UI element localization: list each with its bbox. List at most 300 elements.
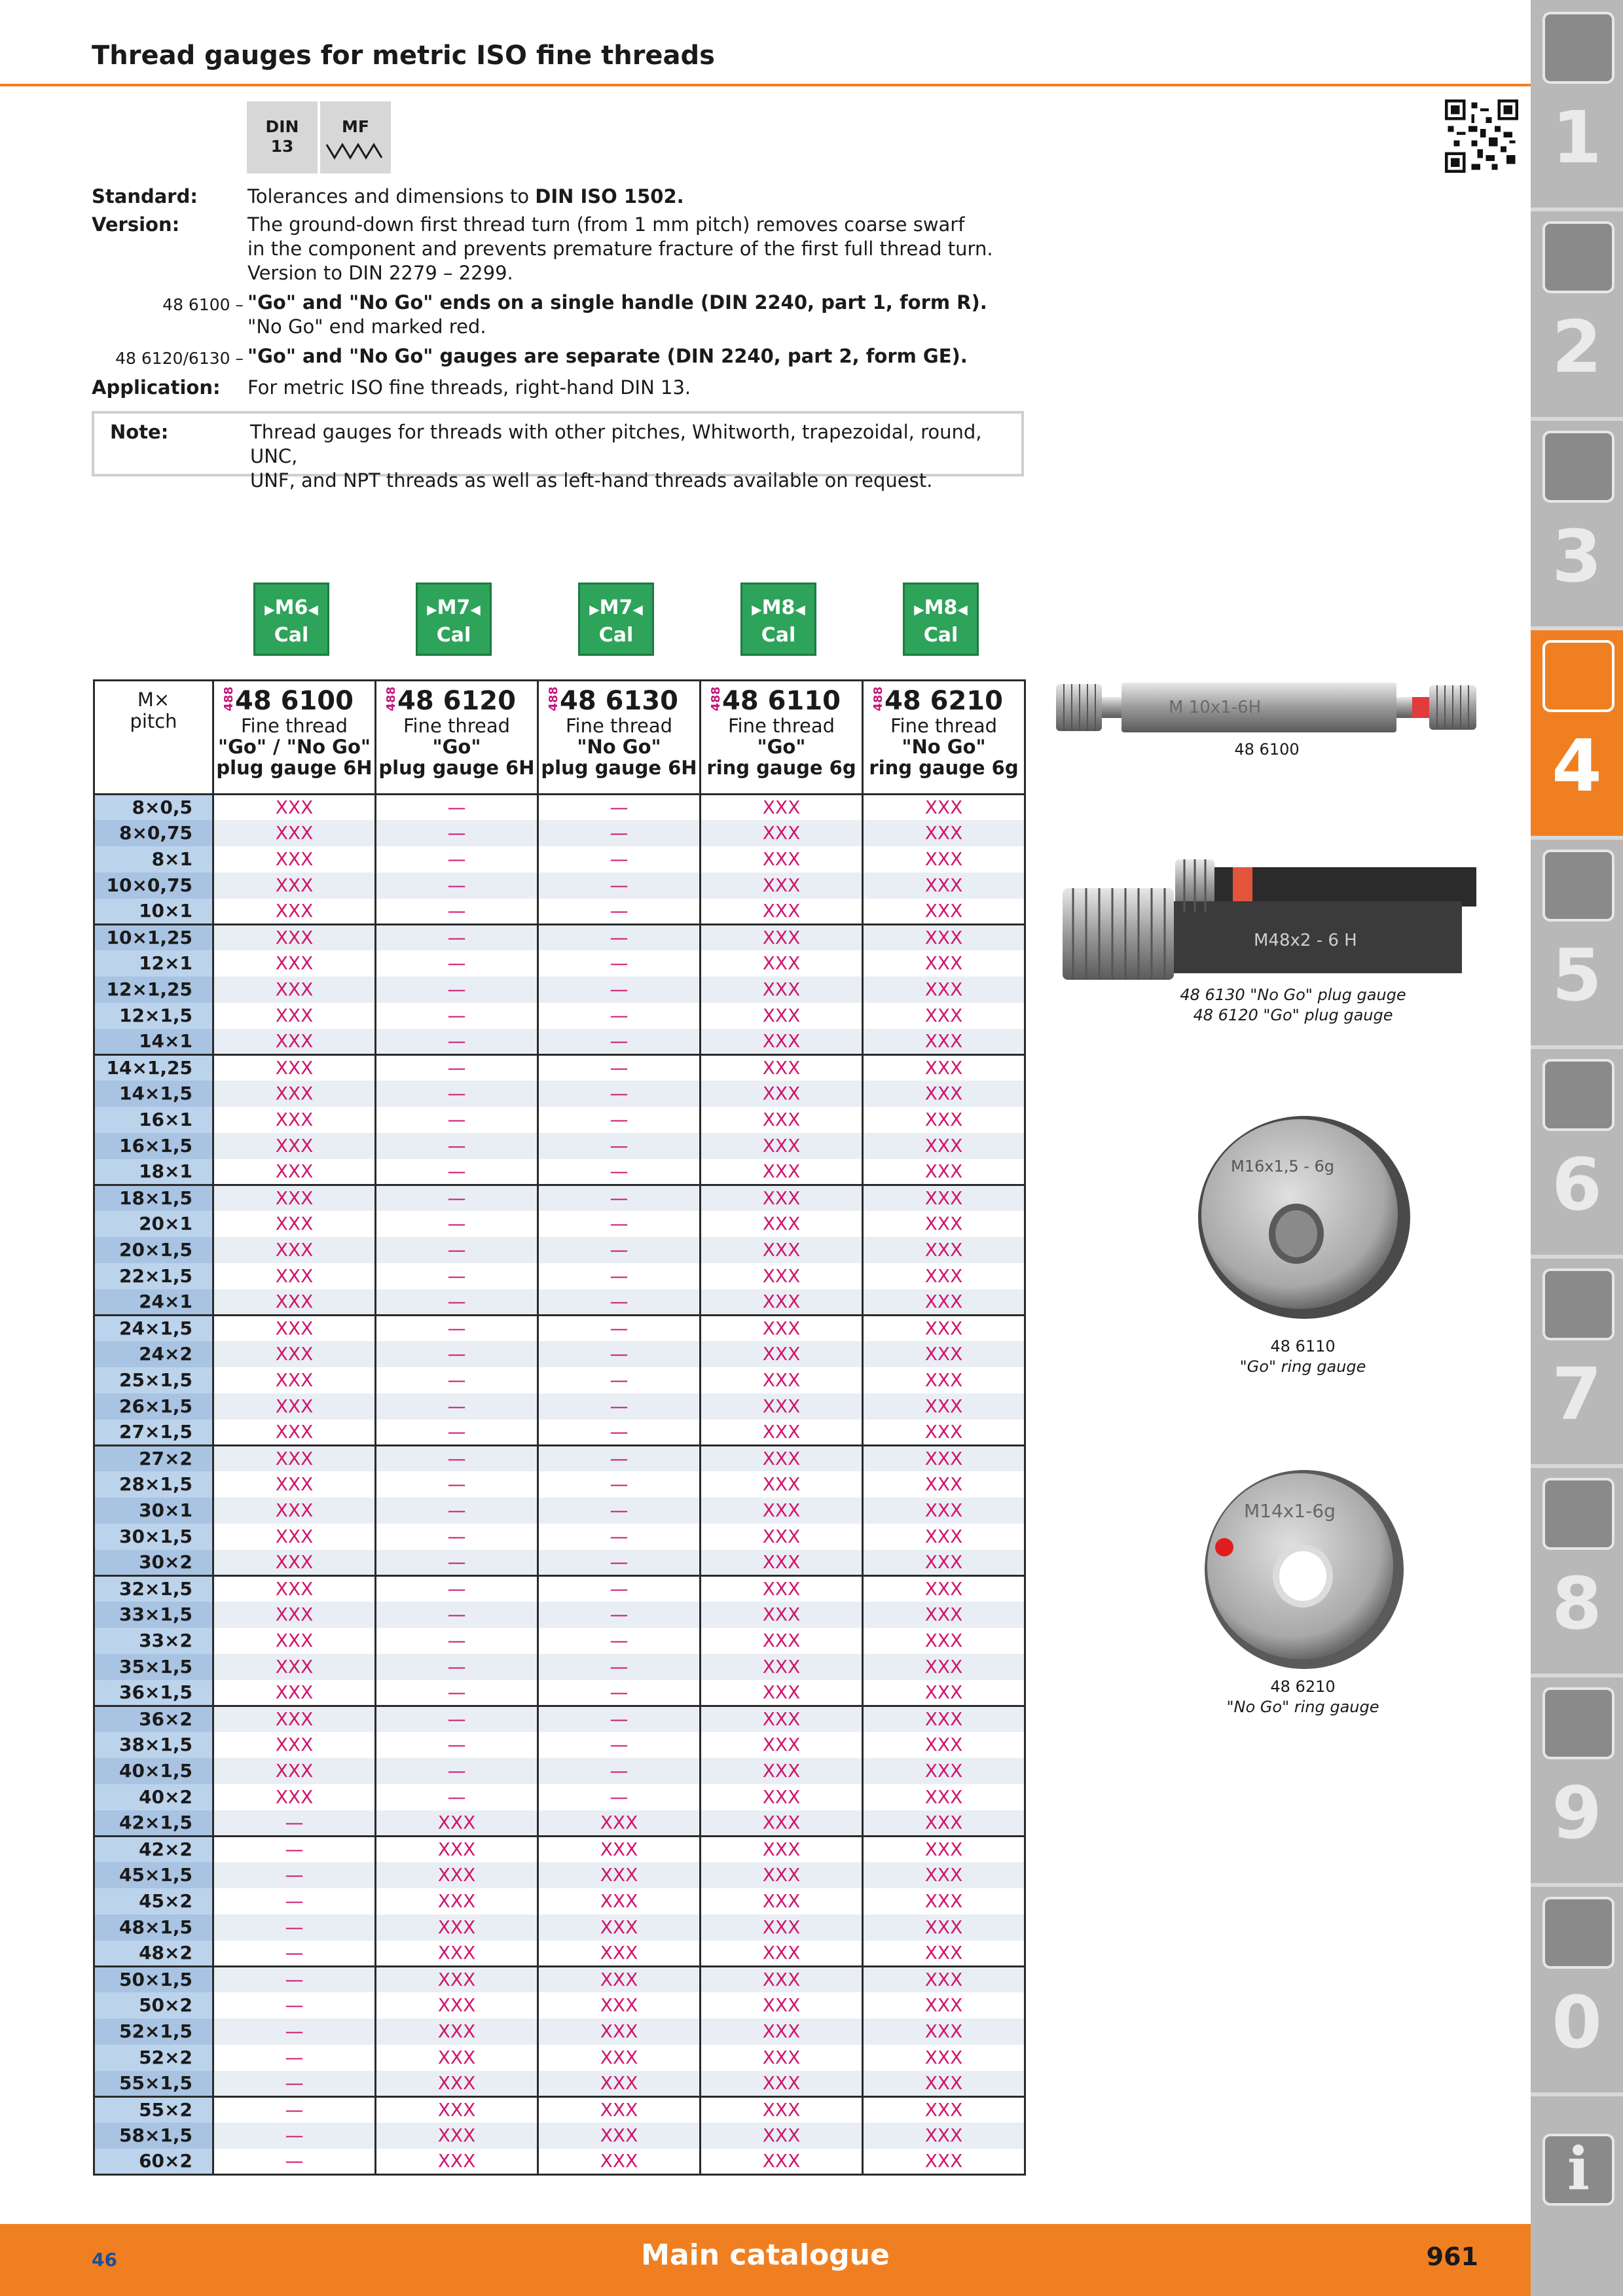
available-cell: XXX	[701, 1550, 863, 1576]
available-cell: XXX	[701, 1941, 863, 1967]
available-cell: XXX	[376, 2018, 538, 2045]
column-desc-line2: "Go"	[432, 736, 481, 758]
image-4-caption-line2: "No Go" ring gauge	[1226, 1698, 1379, 1716]
thread-size-cell: 50×1,5	[94, 1966, 213, 1992]
table-row	[94, 2123, 1025, 2149]
calibration-tag-top: ▶M7◀	[589, 596, 643, 619]
tab-separator	[1531, 2092, 1623, 2096]
table-row	[94, 2018, 1025, 2045]
thread-size-cell: 8×0,75	[94, 820, 213, 846]
not-available-cell: —	[213, 2018, 376, 2045]
not-available-cell: —	[376, 899, 538, 925]
not-available-cell: —	[538, 1680, 701, 1706]
not-available-cell: —	[538, 1159, 701, 1185]
thread-size-cell: 24×1,5	[94, 1315, 213, 1341]
not-available-cell: —	[538, 950, 701, 977]
calibration-tag-bottom: Cal	[923, 624, 958, 647]
table-row	[94, 1289, 1025, 1316]
standard-ref: DIN ISO 1502.	[535, 185, 684, 207]
not-available-cell: —	[376, 872, 538, 899]
available-cell: XXX	[863, 1914, 1025, 1941]
available-cell: XXX	[376, 1810, 538, 1837]
chapter-number: 8	[1552, 1562, 1602, 1645]
available-cell: XXX	[213, 846, 376, 872]
thread-size-cell: 14×1,25	[94, 1054, 213, 1081]
available-cell: XXX	[863, 1420, 1025, 1446]
available-cell: XXX	[213, 1575, 376, 1602]
table-row	[94, 924, 1025, 950]
tab-separator	[1531, 1045, 1623, 1049]
available-cell: XXX	[701, 899, 863, 925]
calibration-tag-top: ▶M8◀	[914, 596, 968, 619]
not-available-cell: —	[538, 1237, 701, 1263]
table-row	[94, 1445, 1025, 1471]
not-available-cell: —	[213, 2071, 376, 2097]
not-available-cell: —	[376, 1237, 538, 1263]
workshop-tools-icon	[1542, 1478, 1614, 1550]
table-row	[94, 1862, 1025, 1888]
available-cell: XXX	[213, 1289, 376, 1316]
not-available-cell: —	[376, 1550, 538, 1576]
available-cell: XXX	[213, 1393, 376, 1420]
available-cell: XXX	[701, 846, 863, 872]
not-available-cell: —	[376, 1680, 538, 1706]
calibration-tag	[416, 583, 492, 656]
available-cell: XXX	[863, 2096, 1025, 2123]
info-icon: i	[1542, 2134, 1614, 2206]
column-header	[376, 681, 538, 795]
column-desc-line3: ring gauge 6g	[706, 757, 856, 779]
available-cell: XXX	[701, 2096, 863, 2123]
available-cell: XXX	[701, 1498, 863, 1524]
din-badge-line1: DIN	[265, 117, 299, 136]
available-cell: XXX	[213, 1367, 376, 1393]
table-row	[94, 977, 1025, 1003]
available-cell: XXX	[863, 795, 1025, 821]
not-available-cell: —	[538, 1654, 701, 1680]
table-row	[94, 872, 1025, 899]
variant-6100-line2: "No Go" end marked red.	[247, 315, 486, 338]
available-cell: XXX	[701, 1732, 863, 1758]
available-cell: XXX	[863, 1393, 1025, 1420]
not-available-cell: —	[376, 1524, 538, 1550]
available-cell: XXX	[863, 1315, 1025, 1341]
available-cell: XXX	[863, 1524, 1025, 1550]
not-available-cell: —	[538, 820, 701, 846]
thread-size-cell: 18×1,5	[94, 1185, 213, 1211]
available-cell: XXX	[863, 846, 1025, 872]
not-available-cell: —	[538, 899, 701, 925]
not-available-cell: —	[538, 1107, 701, 1133]
table-row	[94, 1732, 1025, 1758]
thread-size-cell: 20×1	[94, 1211, 213, 1237]
available-cell: XXX	[701, 950, 863, 977]
table-row	[94, 1393, 1025, 1420]
not-available-cell: —	[376, 1315, 538, 1341]
thread-size-cell: 30×2	[94, 1550, 213, 1576]
available-cell: XXX	[701, 1445, 863, 1471]
table-row	[94, 1941, 1025, 1967]
not-available-cell: —	[376, 820, 538, 846]
available-cell: XXX	[701, 1836, 863, 1862]
available-cell: XXX	[863, 1784, 1025, 1810]
thread-size-cell: 42×2	[94, 1836, 213, 1862]
available-cell: XXX	[701, 1289, 863, 1316]
chapter-number: 0	[1552, 1981, 1602, 2064]
chapter-tab[interactable]	[1531, 1676, 1623, 1885]
thread-size-cell: 26×1,5	[94, 1393, 213, 1420]
thread-size-cell: 16×1	[94, 1107, 213, 1133]
not-available-cell: —	[538, 1185, 701, 1211]
chapter-tab[interactable]	[1531, 209, 1623, 419]
thread-size-cell: 48×2	[94, 1941, 213, 1967]
available-cell: XXX	[701, 1784, 863, 1810]
available-cell: XXX	[213, 1211, 376, 1237]
image-4-caption-line1: 48 6210	[1270, 1677, 1336, 1696]
version-line1: The ground-down first thread turn (from 1 mm pitch) removes coarse swarf	[247, 213, 965, 236]
table-row	[94, 1107, 1025, 1133]
not-available-cell: —	[213, 1836, 376, 1862]
thread-size-cell: 24×2	[94, 1341, 213, 1367]
chapter-tab[interactable]	[1531, 628, 1623, 838]
available-cell: XXX	[863, 1941, 1025, 1967]
available-cell: XXX	[701, 1159, 863, 1185]
thread-size-cell: 12×1,5	[94, 1003, 213, 1029]
not-available-cell: —	[376, 1081, 538, 1107]
table-row	[94, 1836, 1025, 1862]
available-cell: XXX	[213, 1758, 376, 1784]
variant-6120-row	[92, 344, 1034, 373]
tab-separator	[1531, 836, 1623, 840]
available-cell: XXX	[213, 1706, 376, 1732]
available-cell: XXX	[701, 1862, 863, 1888]
note-label: Note:	[110, 421, 169, 443]
available-cell: XXX	[701, 795, 863, 821]
application-row	[92, 376, 1034, 400]
variant-6100-code: 48 6100 –	[162, 295, 244, 314]
not-available-cell: —	[213, 2149, 376, 2175]
calibration-tag	[253, 583, 329, 656]
not-available-cell: —	[376, 1602, 538, 1628]
table-row	[94, 950, 1025, 977]
plug-gauge-1-engraving: M 10x1-6H	[1169, 698, 1262, 717]
available-cell: XXX	[213, 1237, 376, 1263]
available-cell: XXX	[538, 2071, 701, 2097]
available-cell: XXX	[701, 1471, 863, 1498]
available-cell: XXX	[376, 2149, 538, 2175]
not-available-cell: —	[538, 1315, 701, 1341]
thread-size-cell: 52×1,5	[94, 2018, 213, 2045]
available-cell: XXX	[213, 924, 376, 950]
table-row	[94, 1992, 1025, 2018]
tab-separator	[1531, 1674, 1623, 1677]
image-1-caption: 48 6100	[1234, 740, 1300, 759]
article-code: 48 6130	[560, 686, 678, 716]
available-cell: XXX	[213, 1054, 376, 1081]
table-row	[94, 1159, 1025, 1185]
available-cell: XXX	[376, 2045, 538, 2071]
thread-size-cell: 36×2	[94, 1706, 213, 1732]
thread-size-cell: 32×1,5	[94, 1575, 213, 1602]
chapter-tab[interactable]	[1531, 0, 1623, 209]
available-cell: XXX	[538, 1862, 701, 1888]
tab-separator	[1531, 1883, 1623, 1887]
chapter-tab[interactable]	[1531, 1466, 1623, 1676]
available-cell: XXX	[213, 1628, 376, 1654]
available-cell: XXX	[376, 1914, 538, 1941]
qr-code-icon[interactable]	[1445, 99, 1518, 173]
image-3-caption-line2: "Go" ring gauge	[1239, 1357, 1366, 1376]
page-reference: 488	[384, 687, 398, 711]
available-cell: XXX	[863, 1029, 1025, 1055]
column-desc-line2: "No Go"	[902, 736, 986, 758]
chapter-tab[interactable]	[1531, 1257, 1623, 1466]
available-cell: XXX	[213, 1185, 376, 1211]
variant-6120-code: 48 6120/6130 –	[115, 349, 244, 368]
image-2-caption-line2: 48 6120 "Go" plug gauge	[1193, 1006, 1393, 1024]
table-row	[94, 1315, 1025, 1341]
not-available-cell: —	[538, 1211, 701, 1237]
thread-size-cell: 35×1,5	[94, 1654, 213, 1680]
not-available-cell: —	[376, 1654, 538, 1680]
table-row	[94, 1003, 1025, 1029]
not-available-cell: —	[538, 1420, 701, 1446]
table-row	[94, 1211, 1025, 1237]
version-line3: Version to DIN 2279 – 2299.	[247, 262, 513, 284]
table-row	[94, 1654, 1025, 1680]
table-row	[94, 846, 1025, 872]
table-row	[94, 1784, 1025, 1810]
available-cell: XXX	[701, 2123, 863, 2149]
table-row	[94, 1420, 1025, 1446]
not-available-cell: —	[538, 1003, 701, 1029]
table-row	[94, 1367, 1025, 1393]
tab-separator	[1531, 1464, 1623, 1468]
available-cell: XXX	[863, 1211, 1025, 1237]
available-cell: XXX	[863, 1367, 1025, 1393]
calibration-tag	[740, 583, 816, 656]
available-cell: XXX	[376, 2123, 538, 2149]
available-cell: XXX	[376, 2071, 538, 2097]
image-3-caption	[1172, 1336, 1434, 1377]
chapter-number: 4	[1552, 724, 1602, 808]
not-available-cell: —	[538, 1341, 701, 1367]
footer-side	[1531, 2224, 1623, 2296]
thread-size-cell: 36×1,5	[94, 1680, 213, 1706]
chapter-number: 9	[1552, 1771, 1602, 1855]
available-cell: XXX	[213, 1029, 376, 1055]
available-cell: XXX	[863, 1628, 1025, 1654]
application-value: For metric ISO fine threads, right-hand DIN 13.	[247, 376, 691, 399]
available-cell: XXX	[376, 1992, 538, 2018]
not-available-cell: —	[538, 872, 701, 899]
available-cell: XXX	[863, 1263, 1025, 1289]
calibration-tag-bottom: Cal	[436, 624, 471, 647]
ring-gauge-nogo-engraving: M14x1-6g	[1244, 1500, 1336, 1522]
not-available-cell: —	[538, 1498, 701, 1524]
standard-value	[247, 185, 1034, 209]
thread-size-cell: 14×1	[94, 1029, 213, 1055]
thread-size-cell: 22×1,5	[94, 1263, 213, 1289]
not-available-cell: —	[376, 1758, 538, 1784]
not-available-cell: —	[538, 1524, 701, 1550]
grinding-disc-icon	[1542, 850, 1614, 922]
available-cell: XXX	[863, 1836, 1025, 1862]
thread-size-cell: 14×1,5	[94, 1081, 213, 1107]
not-available-cell: —	[376, 1159, 538, 1185]
available-cell: XXX	[213, 795, 376, 821]
available-cell: XXX	[863, 1081, 1025, 1107]
column-desc-line3: plug gauge 6H	[378, 757, 535, 779]
note-line2: UNF, and NPT threads as well as left-hand threads available on request.	[250, 469, 933, 492]
chapter-tab[interactable]	[1531, 2094, 1623, 2224]
column-header	[213, 681, 376, 795]
not-available-cell: —	[376, 846, 538, 872]
available-cell: XXX	[863, 2045, 1025, 2071]
variant-6100-text	[247, 291, 1034, 339]
not-available-cell: —	[538, 846, 701, 872]
not-available-cell: —	[213, 1966, 376, 1992]
plug-gauge-single-handle-image	[1051, 677, 1483, 738]
not-available-cell: —	[376, 1054, 538, 1081]
available-cell: XXX	[538, 1914, 701, 1941]
table-row	[94, 1133, 1025, 1159]
available-cell: XXX	[863, 1966, 1025, 1992]
available-cell: XXX	[701, 1914, 863, 1941]
chapter-tab[interactable]	[1531, 419, 1623, 628]
table-row	[94, 1575, 1025, 1602]
page-reference: 488	[222, 687, 236, 711]
standard-label: Standard:	[92, 185, 198, 207]
article-code: 48 6110	[722, 686, 841, 716]
available-cell: XXX	[701, 1211, 863, 1237]
available-cell: XXX	[701, 1367, 863, 1393]
chapter-tab[interactable]	[1531, 838, 1623, 1047]
available-cell: XXX	[863, 872, 1025, 899]
image-2-caption-line1: 48 6130 "No Go" plug gauge	[1180, 986, 1406, 1004]
available-cell: XXX	[213, 1159, 376, 1185]
thread-size-cell: 27×2	[94, 1445, 213, 1471]
thread-size-cell: 10×0,75	[94, 872, 213, 899]
table-row	[94, 1550, 1025, 1576]
din-badge-line2: 13	[270, 137, 294, 156]
ring-gauge-go-engraving: M16x1,5 - 6g	[1231, 1157, 1335, 1175]
thread-size-cell: 42×1,5	[94, 1810, 213, 1837]
not-available-cell: —	[538, 1367, 701, 1393]
table-row	[94, 1602, 1025, 1628]
thread-size-cell: 8×1	[94, 846, 213, 872]
available-cell: XXX	[863, 1341, 1025, 1367]
not-available-cell: —	[376, 1367, 538, 1393]
available-cell: XXX	[701, 1628, 863, 1654]
caliper-icon	[1542, 640, 1614, 712]
version-label: Version:	[92, 213, 180, 236]
mf-badge-label: MF	[342, 117, 369, 136]
tab-separator	[1531, 207, 1623, 211]
available-cell: XXX	[538, 2045, 701, 2071]
thread-size-cell: 28×1,5	[94, 1471, 213, 1498]
thread-size-cell: 38×1,5	[94, 1732, 213, 1758]
available-cell: XXX	[213, 1550, 376, 1576]
wrench-screwdriver-icon	[1542, 1059, 1614, 1131]
not-available-cell: —	[376, 1498, 538, 1524]
plug-gauges-separate-image	[1057, 854, 1483, 988]
thread-size-cell: 18×1	[94, 1159, 213, 1185]
not-available-cell: —	[376, 1471, 538, 1498]
table-row	[94, 1888, 1025, 1914]
drill-icon	[1542, 12, 1614, 84]
variant-6120-bold: "Go" and "No Go" gauges are separate (DIN 2240, part 2, form GE).	[247, 345, 968, 367]
available-cell: XXX	[701, 1706, 863, 1732]
not-available-cell: —	[538, 924, 701, 950]
thread-size-cell: 30×1,5	[94, 1524, 213, 1550]
table-row	[94, 1628, 1025, 1654]
available-cell: XXX	[701, 1420, 863, 1446]
available-cell: XXX	[213, 1680, 376, 1706]
available-cell: XXX	[213, 1003, 376, 1029]
variant-6120-text	[247, 344, 1034, 373]
column-desc-line2: "Go" / "No Go"	[218, 736, 371, 758]
size-header-line1: M×	[137, 689, 170, 711]
available-cell: XXX	[376, 1836, 538, 1862]
table-row	[94, 1524, 1025, 1550]
calibration-tag-bottom: Cal	[274, 624, 309, 647]
calibration-tag-bottom: Cal	[598, 624, 634, 647]
available-cell: XXX	[701, 924, 863, 950]
available-cell: XXX	[213, 1732, 376, 1758]
not-available-cell: —	[213, 1941, 376, 1967]
thread-size-cell: 60×2	[94, 2149, 213, 2175]
footer-title: Main catalogue	[641, 2238, 890, 2272]
thread-size-cell: 10×1	[94, 899, 213, 925]
table-row	[94, 2045, 1025, 2071]
table-row	[94, 1498, 1025, 1524]
available-cell: XXX	[701, 977, 863, 1003]
available-cell: XXX	[538, 1966, 701, 1992]
article-code: 48 6100	[235, 686, 354, 716]
available-cell: XXX	[213, 899, 376, 925]
available-cell: XXX	[701, 2045, 863, 2071]
not-available-cell: —	[538, 1602, 701, 1628]
not-available-cell: —	[213, 1810, 376, 1837]
not-available-cell: —	[376, 950, 538, 977]
not-available-cell: —	[376, 1263, 538, 1289]
table-body	[94, 795, 1025, 2175]
table-row	[94, 795, 1025, 821]
chapter-tab[interactable]	[1531, 1047, 1623, 1257]
tool-holder-icon	[1542, 431, 1614, 503]
column-desc-line3: ring gauge 6g	[869, 757, 1019, 779]
available-cell: XXX	[863, 1003, 1025, 1029]
available-cell: XXX	[863, 1654, 1025, 1680]
column-desc-line2: "No Go"	[577, 736, 661, 758]
available-cell: XXX	[213, 1420, 376, 1446]
not-available-cell: —	[538, 1393, 701, 1420]
not-available-cell: —	[213, 1888, 376, 1914]
chapter-tab[interactable]	[1531, 1885, 1623, 2094]
column-desc-line3: plug gauge 6H	[541, 757, 697, 779]
not-available-cell: —	[538, 1758, 701, 1784]
available-cell: XXX	[863, 1133, 1025, 1159]
available-cell: XXX	[376, 2096, 538, 2123]
calibration-tag-top: ▶M8◀	[752, 596, 805, 619]
available-cell: XXX	[863, 1732, 1025, 1758]
calibration-tag-top: ▶M6◀	[264, 596, 318, 619]
thread-profile-icon	[325, 142, 386, 160]
tab-separator	[1531, 1255, 1623, 1259]
image-3-caption-line1: 48 6110	[1270, 1337, 1336, 1355]
not-available-cell: —	[213, 2096, 376, 2123]
